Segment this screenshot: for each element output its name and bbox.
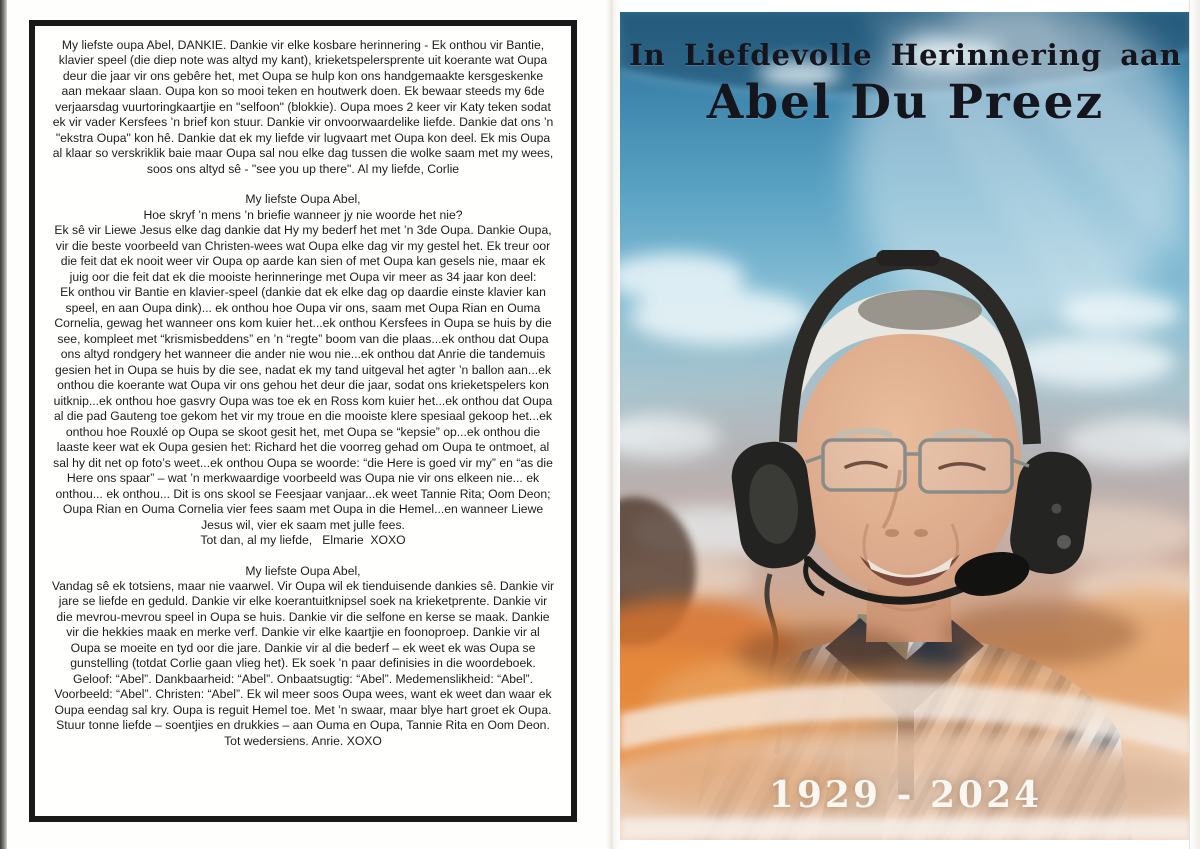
letter-corlie (51, 38, 555, 177)
letter-corlie-text: My liefste oupa Abel, DANKIE. Dankie vir elke kosbare herinnering - Ek onthou vir Bantie, klavier speel (die diep note was altyd my kant), krieketspelersprente uit koerante wat Oupa deur die jaar vir ons gebêre het, met Oupa se hulp kon ons handgemaakte kersgeskenke aan mekaar slaan. Oupa kon so mooi teken en houtwerk doen. Ek bewaar steeds my 6de verjaarsdag vuurtoringkaartjie en "selfoon" (blokkie). Oupa moes 2 keer vir Katy teken sodat ek vir vader Kersfees ’n brief kon stuur. Dankie vir onvoorwaardelike liefde. Dankie dat ons ’n "ekstra Oupa" kon hê. Dankie dat ek my liefde vir lugvaart met Oupa kon deel. Ek mis Oupa al klaar so verskriklik baie maar Oupa sal nou elke dag tussen die wolke saam met my wees, soos ons altyd sê - "see you up there". Al my liefde, Corlie (52, 38, 557, 176)
letter-elmarie-body1: Ek sê vir Liewe Jesus elke dag dankie dat Hy my bederf het met ’n 3de Oupa. Dankie Oupa, vir die beste voorbeeld van Christen-wees wat Oupa elke dag vir my gestel het. Ek treur oor die feit dat ek nooit weer vir Oupa op aarde kan sien of met Oupa kan gesels nie, maar ek juig oor die feit dat ek die mooiste herinneringe met Oupa vir meer as 34 jaar kon deel: (54, 223, 556, 284)
letter-anrie-line-stuur: Stuur tonne liefde – soentjies en drukkies – aan Ouma en Oupa, Tannie Rita en Oom Deon. (56, 718, 550, 733)
title-block (620, 38, 1191, 130)
sky-portrait-illustration (620, 12, 1191, 840)
right-page (620, 0, 1200, 849)
letters-frame (29, 20, 577, 822)
scan-edge-right (1189, 0, 1200, 849)
letter-elmarie-question: Hoe skryf ’n mens ’n briefie wanneer jy nie woorde het nie? (143, 207, 463, 222)
letter-elmarie-body2: Ek onthou vir Bantie en klavier-speel (dankie dat ek elke dag op daardie einste klavier kan speel, en aan Oupa dink)... ek onthou hoe Oupa vir ons, saam met Oupa Rian en Ouma Cornelia, gewag het wanneer ons kom kuier het...ek onthou Kersfees in Oupa se huis by die see, kompleet met “krismisbeddens” en ’n “regte” boom van die plaas...ek onthou dat Oupa ons altyd rondgery het wanneer die ander nie wou nie...ek onthou dat Anrie die tandemuis gesien het in Oupa se huis by die see, nadat ek my tand uitgeval het agter ’n ballon aan...ek onthou die koerante wat Oupa vir ons gehou het deur die jaar, sodat ons krieketspelers kon uitknip...ek onthou hoe gasvry Oupa was toe ek en Ross kom kuier het...ek onthou dat Oupa al die pad Gauteng toe gekom het vir my troue en die mooiste klere spesiaal gekoop het...ek onthou hoe Rouxlé op Oupa se skoot gesit het, met Oupa se “kepsie” op...ek onthou die laaste keer wat ek Oupa gesien het: Richard het die voorreg gehad om Oupa te ontmoet, al sal hy dit net op foto’s weet...ek onthou Oupa se woorde: “die Here is goed vir my” en “as die Here ons spaar” – wat ’n merkwaardige voorbeeld was Oupa nie vir ons elkeen nie... ek onthou... ek onthou... Dit is ons skool se Feesjaar vanjaar...ek weet Tannie Rita; Oom Deon; Oupa Rian en Ouma Cornelia vier fees saam met Oupa in die Hemel...en wanneer Liewe Jesus wil, vier ek saam met julle fees. (53, 285, 557, 532)
scan-edge-left (0, 0, 7, 849)
letter-anrie-salutation: My liefste Oupa Abel, (245, 563, 361, 578)
deceased-name: Abel Du Preez (706, 75, 1105, 130)
letter-anrie-body: Vandag sê ek totsiens, maar nie vaarwel. Vir Oupa wil ek tienduisende dankies sê. Dankie vir jare se liefde en geduld. Dankie vir elke koerantuitknipsel soek na krieketprente. Dankie vir die mevrou-mevrou speel in Oupa se huis. Dankie vir die selfone en kerse se maak. Dankie vir die hekkies maak en merke verf. Dankie vir elke kaartjie en foonoproep. Dankie vir al Oupa se moeite en tyd oor die jare. Dankie vir al die bederf – ek weet ek was Oupa se gunstelling (totdat Corlie gaan vlieg het). Ek soek ’n paar definisies in die woordeboek. Geloof: “Abel”. Dankbaarheid: “Abel”. Onbaatsugtig: “Abel”. Medemenslikheid: “Abel”. Voorbeeld: “Abel”. Christen: “Abel”. Ek wil meer soos Oupa wees, want ek weet dan waar ek Oupa eendag sal kry. Oupa is reguit Hemel toe. Met ’n swaar, maar blye hart groet ek Oupa. (51, 578, 558, 717)
letter-elmarie-salutation: My liefste Oupa Abel, (245, 192, 361, 207)
memorial-photo (620, 12, 1191, 840)
left-page (7, 0, 612, 849)
letter-anrie (51, 563, 558, 750)
memorial-title: In Liefdevolle Herinnering aan (629, 38, 1182, 72)
page-fold (606, 0, 620, 849)
letter-elmarie (51, 192, 555, 548)
letter-elmarie-signature: Tot dan, al my liefde, Elmarie XOXO (200, 533, 406, 548)
letter-anrie-line-tot: Tot wedersiens. Anrie. XOXO (224, 733, 382, 748)
life-years: 1929 - 2024 (768, 774, 1043, 816)
